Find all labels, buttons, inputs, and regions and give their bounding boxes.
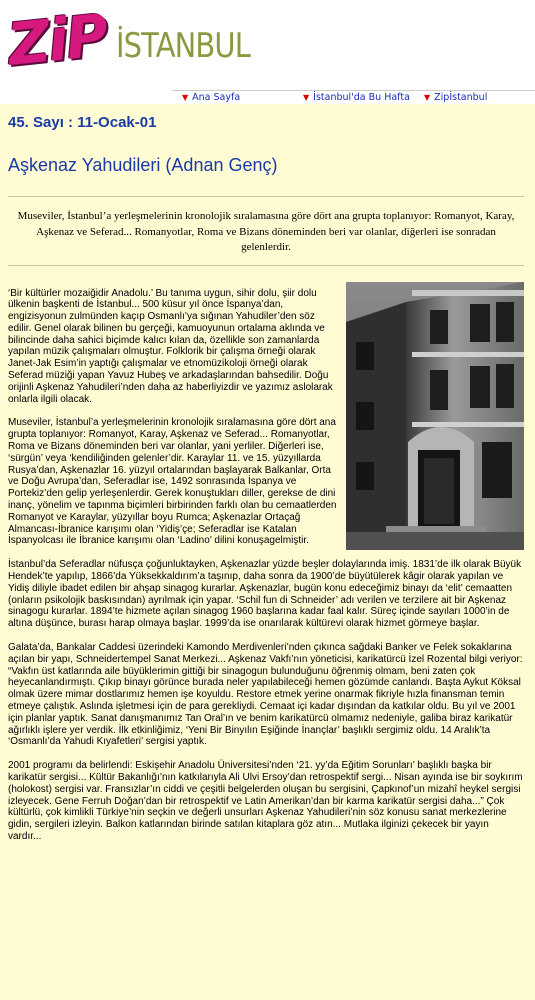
issue-heading: 45. Sayı : 11-Ocak-01 [8,114,157,131]
article-body [8,288,524,843]
nav-home-link[interactable] [172,91,293,104]
article-paragraph: ‘Bir kültürler mozaiğidir Anadolu.’ Bu tanıma uygun, sihir dolu, şiir dolu ülkenin başkenti de İstanbul... 500 küsur yıl önce İspanya’dan, engizisyonun zulmünden kaçıp Osmanlı’ya sığınan Yahudiler’den söz edilir. Genel olarak bilinen bu gerçeği, kamuoyunun ortalama aklında ve bilincinde daha sahici biçimde kalıcı kılan da, özellikle son zamanlarda yapılan müzik çalışmaları olmuştur. Folklorik bir çalışma örneği olarak Janet-Jak Esim’in yaptığı çalışmalar ve etnomüzikoloji örneği olarak Seferad müziği yapan Yavuz Hubeş ve arkadaşlarından bahsedilir. Doğu orijinli Aşkenaz Yahudileri’nden daha az haberliyizdir ve yazımız aslolarak onlarla ilgili olacak. [8,287,333,405]
nav-this-week-label: İstanbul'da Bu Hafta [313,92,410,103]
nav-zipistanbul-link[interactable] [414,91,535,104]
site-logo[interactable] [4,1,250,90]
article-intro: Museviler, İstanbul’a yerleşmelerinin kronolojik sıralamasına göre dört ana grupta toplanıyor: Romanyot, Karay, Aşkenaz ve Seferad... Romanyotlar, Roma ve Bizans döneminden beri var olanlar, diğerleri ise sonradan gelenlerdir. [17,210,515,253]
triangle-down-icon: ▼ [182,93,189,102]
synagogue-building-photo [346,282,524,550]
logo-city-text: İSTANBUL [116,26,250,66]
top-nav [172,90,535,104]
article-paragraph: Museviler, İstanbul’a yerleşmelerinin kronolojik sıralamasına göre dört ana grupta toplanıyor: Romanyot, Karay, Aşkenaz ve Seferad... Romanyotlar, Roma ve Bizans döneminden beri var olanlar, yani yerliler. Diğerleri ise, ‘sürgün’ veya ‘kendiliğinden gelenler’dir. Karaylar 11. ve 15. yüzyıllarda Rusya’dan, Aşkenazlar 16. yüzyıl ortalarından başlayarak Balkanlar, Orta ve Doğu Avrupa’dan, Seferadlar ise, 1492 sonrasında İspanya ve Portekiz’den gelip yerleşenlerdir. Gerek konuştukları diller, gerekse de dini inanç, yönelim ve tapınma biçimleri birbirinden farklı olan bu cemaatlerden Romanyot ve Karaylar, yüzyıllar boyu Rumca; Aşkenazlar Ortaçağ Almancası-İbranice karışımı olan ‘Yidiş’çe; Seferadlar ise Katalan İspanyolcası ile İbranice karışımı olan ‘Ladino’ dilini konuşagelmiştir. [8,417,337,547]
article-title: Aşkenaz Yahudileri (Adnan Genç) [8,155,278,175]
article-paragraph: İstanbul’da Seferadlar nüfusça çoğunluktayken, Aşkenazlar yüzde beşler dolaylarında imiş. 1831’de ilk olarak Büyük Hendek’te yapılıp, 1866’da Yüksekkaldırım’a taşınıp, daha sonra da 1900’de büyütülerek kâgir olarak yapılan ve Yidiş diliyle ibadet edilen bir ahşap sinagog kurarlar. Aşkenazlar, bugün konu edeceğimiz binayı da ‘elit’ cemaatten (onların psikolojik baskısından) ayrılmak için yapar. ‘Schil fun di Schneider’ adı verilen ve terzilere ait bir Aşkenaz sinagogu kurarlar. 1894’te hizmete açılan sinagog 1960 başlarına kadar faal kalır. Süreç içinde sayıları 1000’in de altına düşünce, burası harap olmaya başlar. 1999’da ise onarılarak kültürevi olarak hizmet görmeye başlar. [8,559,522,630]
nav-home-label: Ana Sayfa [192,92,241,103]
triangle-down-icon: ▼ [424,93,431,102]
divider [8,265,524,266]
triangle-down-icon: ▼ [303,93,310,102]
logo-zip-text: ZiP [4,1,110,79]
article-paragraph: 2001 programı da belirlendi: Eskişehir Anadolu Üniversitesi’nden ‘21. yy’da Eğitim Sorunları’ başlıklı başka bir karikatür sergisi... Kültür Bakanlığı’nın katkılarıyla Ali Ulvi Ersoy’dan retrospektif sergi... Nisan ayında ise bir soykırım (holokost) sergisi var. Fransızlar’ın ciddi ve çeşitli belgelerden oluşan bu sergisini, Çapkınof’un mizahî heykel sergisi izleyecek. Gene Ferruh Doğan’dan bir retrospektif ve Latin Amerikan’dan bir karma karikatür sergisi daha...” Çok kültürlü, çok kimlikli Türkiye’nin seçkin ve değerli unsurları Aşkenaz Yahudileri’nin söz konusu sanat merkezlerine gidin, sergileri izleyin. Balkon katlarından birinde satılan kitaplara göz atın... Mutlaka ilginizi çekecek bir yayın vardır... [8,760,523,842]
nav-zipistanbul-label: Zipİstanbul [434,92,488,103]
nav-this-week-link[interactable] [293,91,414,104]
article [0,104,535,843]
header [0,0,535,104]
article-paragraph: Galata’da, Bankalar Caddesi üzerindeki Kamondo Merdivenleri’nden çıkınca sağdaki Banker ve Felek sokaklarına açılan bir yapı, Schneidertempel Sanat Merkezi... Aşkenaz Vakfı’nın yöneticisi, karikatürcü İzel Rozental bilgi veriyor: “Vakfın üst katlarında aile büyüklerimin gittiği bir sinagogun bulunduğunu öğrenmiş olmam, beni zaten çok heyecanlandırmıştı. Çıkıp binayı görünce burada neler yapılabileceği hemen gözümde canlandı. Başta Aykut Köksal olmak üzere mimar dostlarımız hemen işe koyuldu. Restore etmek yerine onarmak fikriyle hızla finansman temin etmeye çalıştık. Aslında işletmesi için de para gerekliydi. Cemaat içi kadar dışından da katkılar oldu. Bu yıl ve 2001 için planlar yaptık. Sanat danışmanımız Tan Oral’ın ve benim karikatürcü olmamız nedeniyle, galiba biraz karikatür ağırlıklı işlere yer verdik. İlk etkinliğimiz, ‘Yeni Bir Binyılın Eşiğinde İnançlar’ başlıklı sergimiz oldu. 14 Aralık’ta ‘Osmanlı’da Yahudi Kıyafetleri’ sergisi yaptık. [8,642,523,748]
